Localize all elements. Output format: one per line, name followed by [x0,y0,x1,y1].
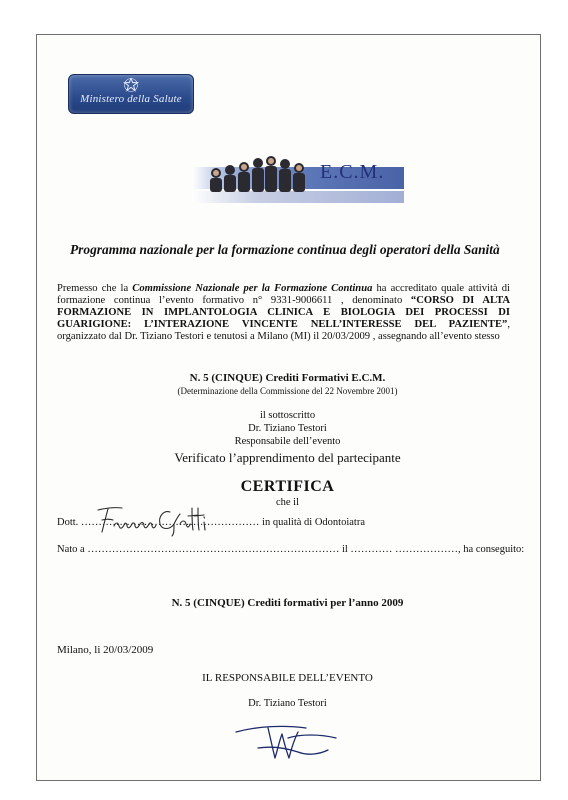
signer-line-2: Dr. Tiziano Testori [248,423,327,434]
certifica-title: CERTIFICA [240,478,335,495]
birth-line: Nato a ……………………………………………………………… il ………… ………………, ha conseguito: [57,544,525,555]
credits-line: N. 5 (CINQUE) Crediti Formativi E.C.M. [189,372,386,384]
che-il-line: che il [275,497,300,508]
signer-line-1: il sottoscritto [259,410,316,421]
participant-role: in qualità di Odontoiatra [259,517,365,528]
place-date: Milano, li 20/03/2009 [57,644,154,656]
participant-prefix: Dott. …………………………………………… [57,517,260,528]
signer-line-3: Responsabile dell’evento [234,436,341,447]
republic-emblem-icon [123,78,139,92]
ecm-label: E.C.M. [320,161,385,183]
premise-text-2: ha accreditato quale attività di formazione continua l’evento formativo n° 9331-9006611 , denominato [57,283,510,307]
premise-paragraph [57,283,510,343]
determination-line: (Determinazione della Commissione del 22 Novembre 2001) [177,386,398,396]
people-group-icon [200,153,312,195]
verified-line: Verificato l’apprendimento del partecipante [174,450,401,465]
certificate-page [36,34,541,781]
responsible-signature [228,712,344,764]
premise-text-1: Premesso che la [57,283,133,294]
handwritten-participant-name [92,502,210,538]
commission-name: Commissione Nazionale per la Formazione Continua [132,283,373,294]
premise-text-3: , organizzato dal Dr. Tiziano Testori e tenutosi a Milano (MI) il 20/03/2009 , assegnando all’evento stesso [57,319,510,343]
credits-year-line: N. 5 (CINQUE) Crediti formativi per l’anno 2009 [171,597,404,609]
ecm-banner [192,153,404,207]
ministry-logo [68,74,194,114]
ministry-logo-text: Ministero della Salute [80,93,182,105]
responsible-title: IL RESPONSABILE DELL’EVENTO [202,672,373,684]
program-heading: Programma nazionale per la formazione continua degli operatori della Sanità [70,242,500,257]
responsible-name: Dr. Tiziano Testori [248,698,327,709]
course-title: “CORSO DI ALTA FORMAZIONE IN IMPLANTOLOGIA CLINICA E BIOLOGIA DEI PROCESSI DI GUARIGIONE: L’INTERAZIONE VINCENTE NELL’INTERESSE DEL PAZIENTE” [57,295,510,331]
